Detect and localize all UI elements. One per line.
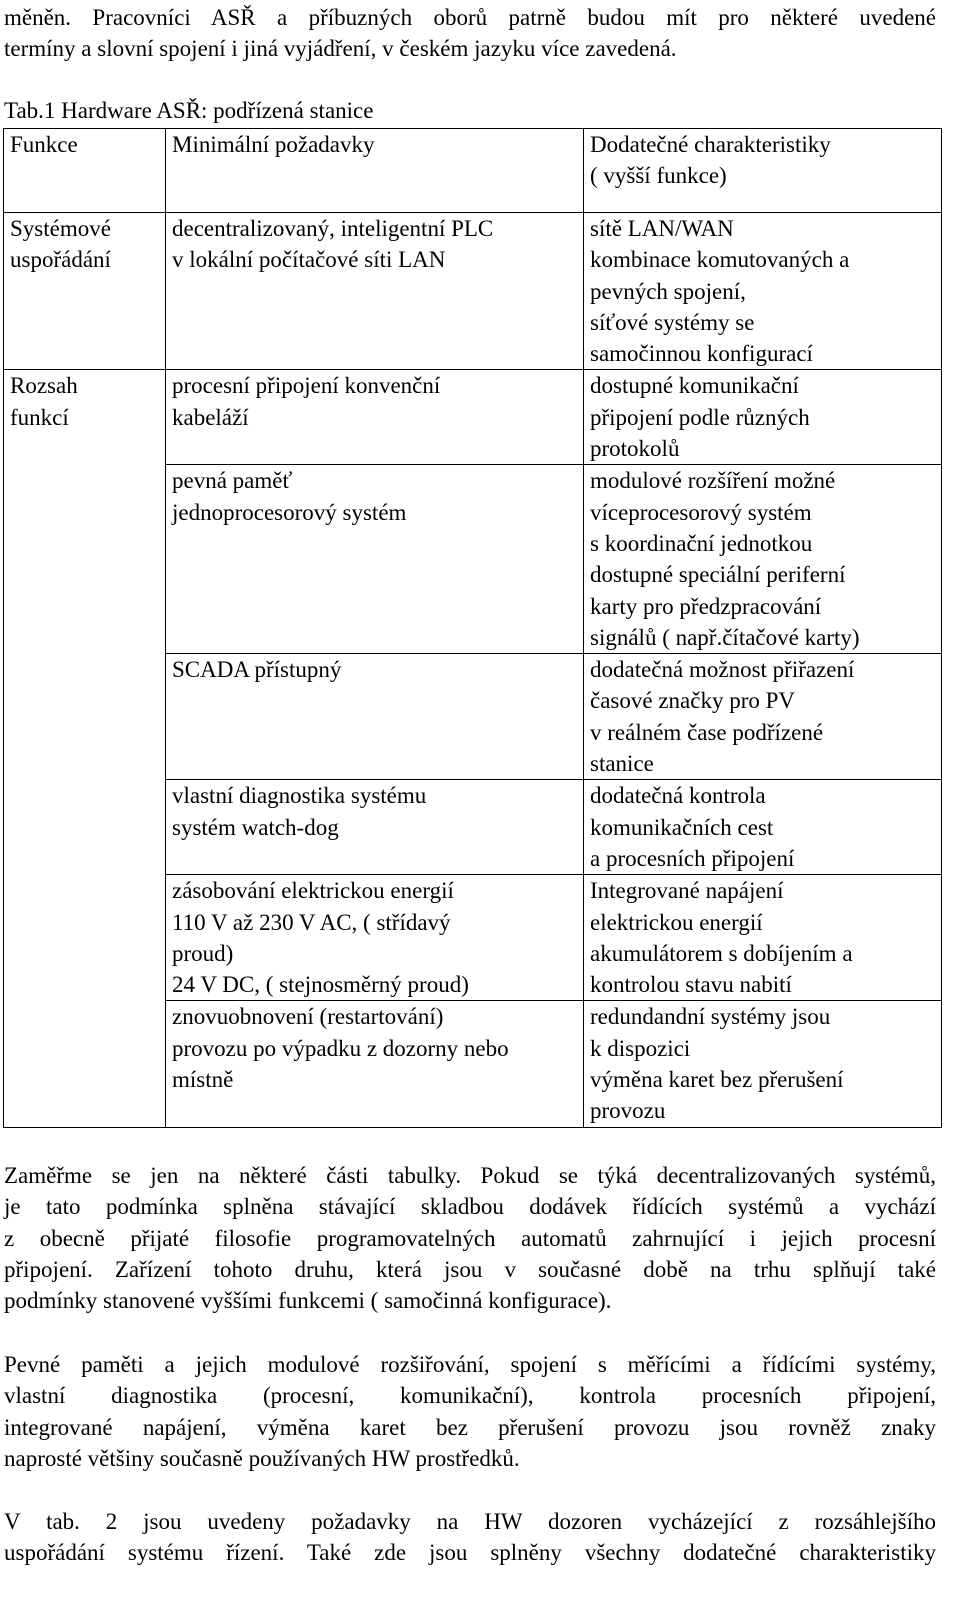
paragraph-line: je tato podmínka splněna stávající skladbou dodávek řídících systémů a vychází xyxy=(4,1194,936,1220)
body-paragraph-3 xyxy=(4,1506,936,1569)
row-min: vlastní diagnostika systému systém watch-dog xyxy=(166,780,584,875)
table-title: Tab.1 Hardware ASŘ: podřízená stanice xyxy=(4,98,374,123)
table-row xyxy=(4,370,942,465)
paragraph-line: vlastní diagnostika (procesní, komunikační), kontrola procesních připojení, xyxy=(4,1383,936,1409)
body-paragraph-2 xyxy=(4,1349,936,1474)
row-extra: dodatečná kontrola komunikačních cest a procesních připojení xyxy=(584,780,942,875)
paragraph-line: naprosté většiny současně používaných HW prostředků. xyxy=(4,1445,520,1471)
table-row xyxy=(4,213,942,370)
paragraph-line: Zaměřme se jen na některé části tabulky. Pokud se týká decentralizovaných systémů, xyxy=(4,1163,936,1188)
row-extra: Integrované napájení elektrickou energií akumulátorem s dobíjením a kontrolou stavu nabití xyxy=(584,875,942,1001)
table-header-row xyxy=(4,129,942,213)
row-funkce: Rozsah funkcí xyxy=(4,370,166,1127)
paragraph-line: podmínky stanovené vyššími funkcemi ( samočinná konfigurace). xyxy=(4,1288,612,1314)
row-min: zásobování elektrickou energií 110 V až 230 V AC, ( střídavý proud) 24 V DC, ( stejnosměrný proud) xyxy=(166,875,584,1001)
hardware-table xyxy=(3,128,942,1128)
row-min: decentralizovaný, inteligentní PLC v lokální počítačové síti LAN xyxy=(166,213,584,370)
header-extra: Dodatečné charakteristiky ( vyšší funkce) xyxy=(584,129,942,213)
row-funkce: Systémové uspořádání xyxy=(4,213,166,370)
row-min: procesní připojení konvenční kabeláží xyxy=(166,370,584,465)
paragraph-line: integrované napájení, výměna karet bez přerušení provozu jsou rovněž znaky xyxy=(4,1414,936,1440)
paragraph-line: z obecně přijaté filosofie programovatelných automatů zahrnující i jejich procesní xyxy=(4,1225,936,1251)
row-extra: modulové rozšíření možné víceprocesorový systém s koordinační jednotkou dostupné speciální periferní karty pro předzpracování signálů ( např.čítačové karty) xyxy=(584,465,942,654)
header-funkce: Funkce xyxy=(4,129,166,213)
row-min: SCADA přístupný xyxy=(166,654,584,780)
row-min: pevná paměť jednoprocesorový systém xyxy=(166,465,584,654)
intro-line-2: termíny a slovní spojení i jiná vyjádření, v českém jazyku více zavedená. xyxy=(4,36,677,62)
paragraph-line: Pevné paměti a jejich modulové rozšiřování, spojení s měřícími a řídícími systémy, xyxy=(4,1352,936,1377)
paragraph-line: připojení. Zařízení tohoto druhu, která jsou v současné době na trhu splňují také xyxy=(4,1256,936,1282)
intro-line-1: měněn. Pracovníci ASŘ a příbuzných oborů patrně budou mít pro některé uvedené xyxy=(4,5,936,30)
row-min: znovuobnovení (restartování) provozu po výpadku z dozorny nebo místně xyxy=(166,1001,584,1127)
row-extra: redundandní systémy jsou k dispozici výměna karet bez přerušení provozu xyxy=(584,1001,942,1127)
body-paragraph-1 xyxy=(4,1160,936,1316)
paragraph-line: V tab. 2 jsou uvedeny požadavky na HW dozoren vycházející z rozsáhlejšího xyxy=(4,1509,936,1534)
row-extra: dodatečná možnost přiřazení časové značky pro PV v reálném čase podřízené stanice xyxy=(584,654,942,780)
row-extra: dostupné komunikační připojení podle různých protokolů xyxy=(584,370,942,465)
intro-paragraph xyxy=(4,2,936,65)
paragraph-line: uspořádání systému řízení. Také zde jsou splněny všechny dodatečné charakteristiky xyxy=(4,1540,936,1566)
row-extra: sítě LAN/WAN kombinace komutovaných a pevných spojení, síťové systémy se samočinnou konfigurací xyxy=(584,213,942,370)
header-min: Minimální požadavky xyxy=(166,129,584,213)
